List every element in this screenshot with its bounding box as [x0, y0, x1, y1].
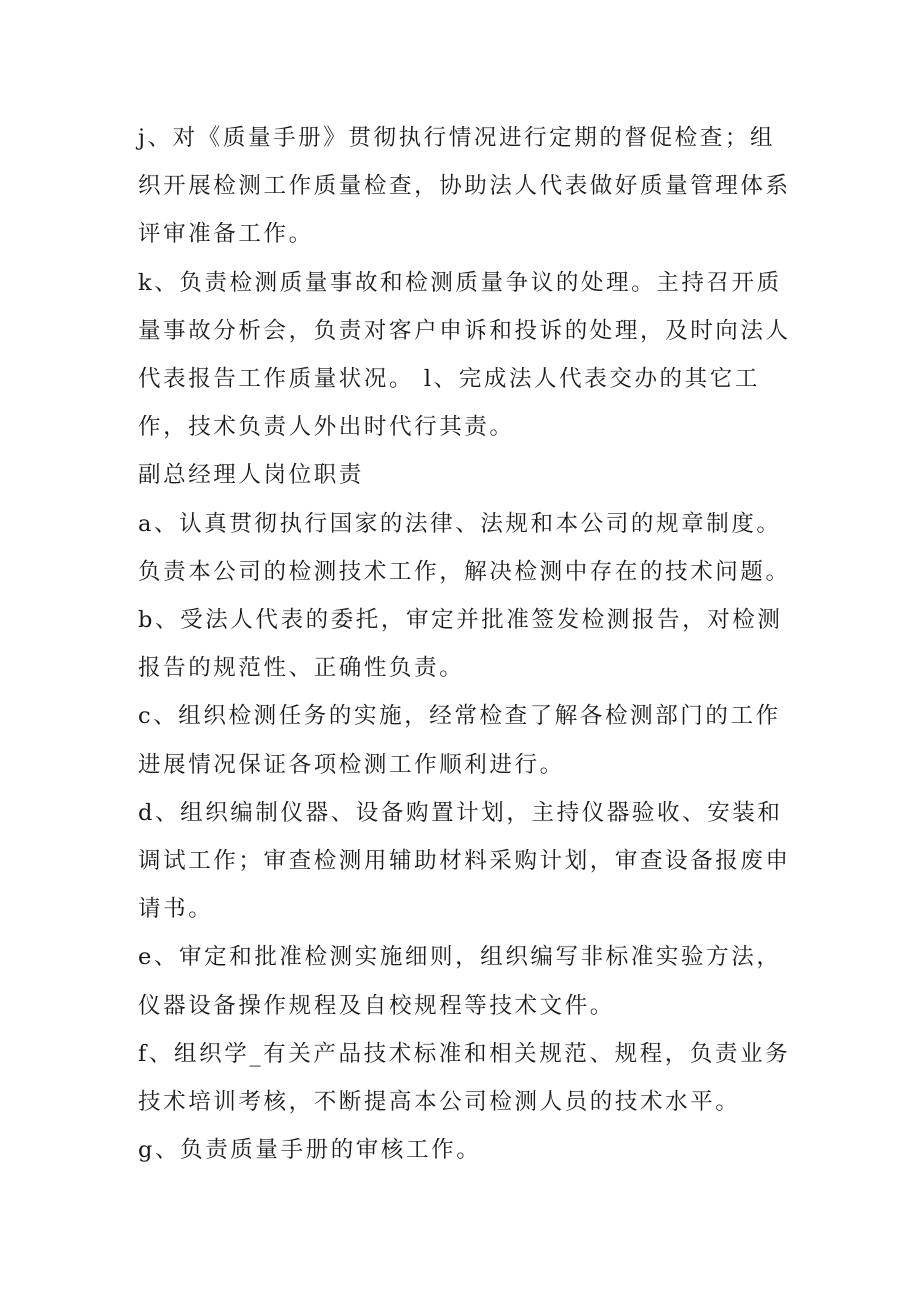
section-heading: 副总经理人岗位职责	[138, 462, 364, 489]
paragraph-d: d、组织编制仪器、设备购置计划，主持仪器验收、安装和调试工作；审查检测用辅助材料采购计划，审查设备报废申请书。	[138, 799, 791, 923]
document-body	[138, 114, 798, 1174]
paragraph-j: j、对《质量手册》贯彻执行情况进行定期的督促检查；组织开展检测工作质量检查，协助法人代表做好质量管理体系评审准备工作。	[138, 125, 791, 248]
paragraph-b: b、受法人代表的委托，审定并批准签发检测报告，对检测报告的规范性、正确性负责。	[138, 607, 783, 682]
paragraph-a: a、认真贯彻执行国家的法律、法规和本公司的规章制度。负责本公司的检测技术工作，解决检测中存在的技术问题。	[138, 510, 791, 585]
paragraph-f: f、组织学_有关产品技术标准和相关规范、规程，负责业务技术培训考核，不断提高本公司检测人员的技术水平。	[138, 1040, 791, 1116]
paragraph-e: e、审定和批准检测实施细则，组织编写非标准实验方法，仪器设备操作规程及自校规程等技术文件。	[138, 944, 782, 1019]
paragraph-k: k、负责检测质量事故和检测质量争议的处理。主持召开质量事故分析会，负责对客户申诉和投诉的处理，及时向法人代表报告工作质量状况。 l、完成法人代表交办的其它工作，技术负责人外出时代行其责。	[138, 269, 791, 441]
paragraph-g: g、负责质量手册的审核工作。	[138, 1137, 482, 1164]
paragraph-c: c、组织检测任务的实施，经常检查了解各检测部门的工作进展情况保证各项检测工作顺利进行。	[138, 703, 781, 778]
